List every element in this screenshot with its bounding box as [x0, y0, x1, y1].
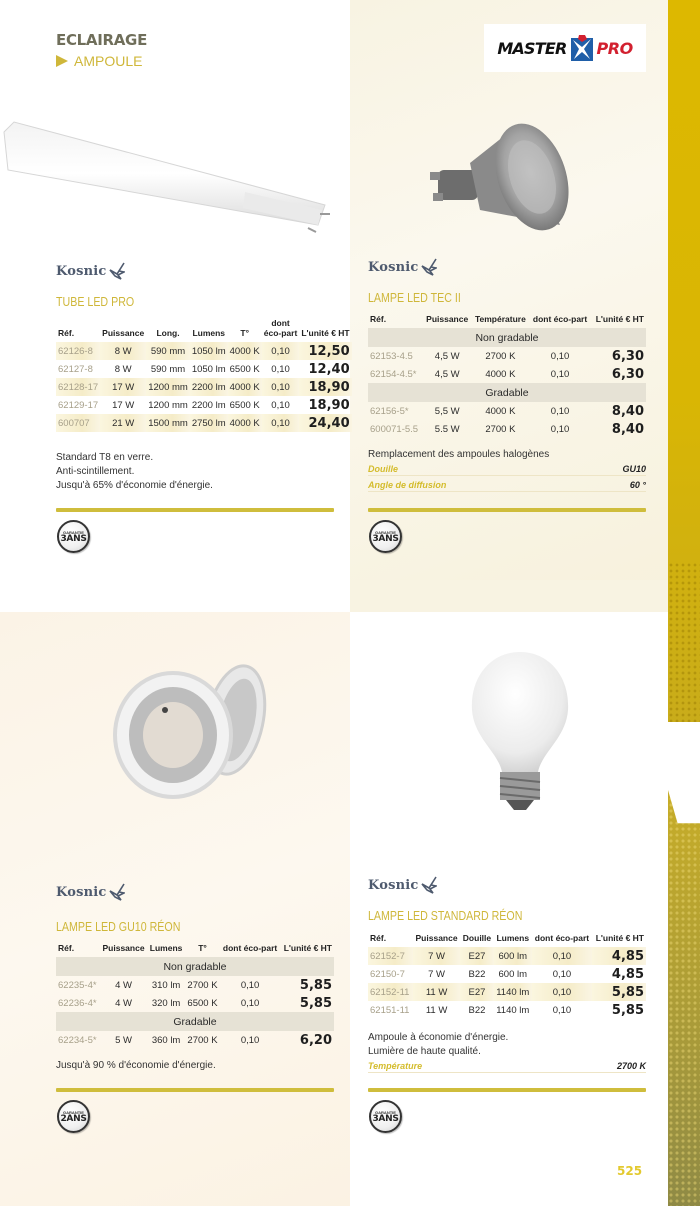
table-row: 62156-5* 5,5 W 4000 K 0,10 8,40 — [370, 403, 644, 419]
standard-bulb-image — [460, 640, 580, 820]
brand-logo — [56, 883, 125, 901]
col-ref: Réf. — [370, 933, 387, 943]
table-row: 62234-5* 5 W 360 lm 2700 K 0,10 6,20 — [58, 1032, 332, 1048]
guarantee-badge: GARANTIE 3ANS — [369, 520, 402, 553]
col-power: Puissance — [426, 314, 469, 324]
masterpro-star-icon — [570, 34, 594, 62]
section-divider — [368, 508, 646, 512]
gu10-spot-tec-image — [430, 115, 570, 235]
spec-socket: Douille GU10 — [368, 462, 646, 476]
group-row: Gradable — [368, 383, 646, 402]
col-lumens: Lumens — [149, 943, 183, 953]
table-row: 62150-7 7 W B22 600 lm 0,10 4,85 — [370, 966, 644, 982]
kosnic-bird-icon — [109, 262, 125, 280]
col-ecopart: dont éco-part — [534, 933, 590, 943]
col-ref: Réf. — [370, 314, 387, 324]
spec-temperature: Température 2700 K — [368, 1059, 646, 1073]
brand-name: Kosnic — [368, 259, 419, 275]
divider-strip — [350, 580, 668, 612]
table-row: 600071-5.5 5.5 W 2700 K 0,10 8,40 — [370, 421, 644, 437]
page-number: 525 — [617, 1164, 643, 1178]
col-price: L'unité € HT — [301, 328, 350, 338]
led-tube-image — [0, 110, 340, 240]
col-ref: Réf. — [58, 328, 75, 338]
col-lumens: Lumens — [192, 328, 226, 338]
col-power: Puissance — [415, 933, 458, 943]
kosnic-bird-icon — [421, 258, 437, 276]
col-socket: Douille — [462, 933, 492, 943]
section-divider — [56, 1088, 334, 1092]
kosnic-bird-icon — [421, 876, 437, 894]
section-divider — [368, 1088, 646, 1092]
table-row: 62151-11 11 W B22 1140 lm 0,10 5,85 — [370, 1002, 644, 1018]
col-power: Puissance — [102, 943, 145, 953]
table-row: 600707 21 W 1500 mm 2750 lm 4000 K 0,10 24,40 — [58, 415, 350, 431]
triangle-right-icon — [56, 55, 68, 67]
decorative-side-bar — [668, 790, 700, 1206]
table-row: 62152-11 11 W E27 1140 lm 0,10 5,85 — [370, 984, 644, 1000]
col-ecopart: dont éco-part — [532, 314, 588, 324]
col-ecopart: dont éco-part — [263, 318, 298, 338]
product-notes: Remplacement des ampoules halogènes — [368, 449, 550, 460]
col-lumens: Lumens — [496, 933, 530, 943]
col-temp: T° — [240, 328, 249, 338]
guarantee-badge: GARANTIE 3ANS — [369, 1100, 402, 1133]
table-row: 62154-4.5* 4,5 W 4000 K 0,10 6,30 — [370, 366, 644, 382]
subcategory-title — [56, 53, 142, 69]
price-table-standard — [368, 933, 646, 1019]
product-title: LAMPE LED GU10 RÉON — [56, 919, 181, 934]
product-title: LAMPE LED STANDARD RÉON — [368, 908, 523, 923]
brand-logo — [368, 876, 437, 894]
product-notes: Ampoule à économie d'énergie. Lumière de haute qualité. — [368, 1032, 509, 1057]
decorative-side-bar — [668, 0, 700, 722]
group-row: Gradable — [56, 1012, 334, 1031]
price-table-tube — [56, 318, 352, 432]
table-row: 62152-7 7 W E27 600 lm 0,10 4,85 — [370, 948, 644, 964]
table-row: 62236-4* 4 W 320 lm 6500 K 0,10 5,85 — [58, 995, 332, 1011]
col-length: Long. — [156, 328, 180, 338]
brand-name: Kosnic — [56, 263, 107, 279]
price-table-gu10 — [56, 943, 334, 1049]
price-table-tec — [368, 314, 646, 438]
section-divider — [56, 508, 334, 512]
table-row: 62129-17 17 W 1200 mm 2200 lm 6500 K 0,10 18,90 — [58, 397, 350, 413]
product-title: LAMPE LED TEC II — [368, 290, 461, 305]
gu10-reon-spots-image — [95, 660, 280, 805]
col-price: L'unité € HT — [595, 933, 644, 943]
col-temp: T° — [198, 943, 207, 953]
col-temp: Température — [474, 314, 526, 324]
spec-beam-angle: Angle de diffusion 60 ° — [368, 478, 646, 492]
product-notes: Jusqu'à 90 % d'économie d'énergie. — [56, 1060, 216, 1071]
brand-name: Kosnic — [368, 877, 419, 893]
divider-strip — [0, 580, 350, 612]
guarantee-badge: GARANTIE 3ANS — [57, 520, 90, 553]
kosnic-bird-icon — [109, 883, 125, 901]
brand-name: Kosnic — [56, 884, 107, 900]
brand-logo — [56, 262, 125, 280]
col-price: L'unité € HT — [595, 314, 644, 324]
product-title: TUBE LED PRO — [56, 294, 135, 309]
col-ecopart: dont éco-part — [222, 943, 278, 953]
subcategory-label: AMPOULE — [74, 53, 143, 69]
group-row: Non gradable — [368, 328, 646, 347]
table-row: 62127-8 8 W 590 mm 1050 lm 6500 K 0,10 12,40 — [58, 361, 350, 377]
table-row: 62128-17 17 W 1200 mm 2200 lm 4000 K 0,10 18,90 — [58, 379, 350, 395]
col-ref: Réf. — [58, 943, 75, 953]
panel-tube-led-pro — [0, 0, 350, 612]
masterpro-logo — [484, 24, 646, 72]
group-row: Non gradable — [56, 957, 334, 976]
product-notes: Standard T8 en verre. Anti-scintillement. Jusqu'à 65% d'économie d'énergie. — [56, 452, 213, 491]
logo-master-text: MASTER — [497, 38, 567, 58]
table-row: 62235-4* 4 W 310 lm 2700 K 0,10 5,85 — [58, 977, 332, 993]
brand-logo — [368, 258, 437, 276]
table-row: 62126-8 8 W 590 mm 1050 lm 4000 K 0,10 12,50 — [58, 343, 350, 359]
category-title: ECLAIRAGE — [56, 31, 148, 49]
panel-lampe-led-tec — [350, 0, 668, 612]
col-power: Puissance — [102, 328, 145, 338]
logo-pro-text: PRO — [596, 38, 633, 58]
guarantee-badge: GARANTIE 2ANS — [57, 1100, 90, 1133]
col-price: L'unité € HT — [283, 943, 332, 953]
table-row: 62153-4.5 4,5 W 2700 K 0,10 6,30 — [370, 348, 644, 364]
